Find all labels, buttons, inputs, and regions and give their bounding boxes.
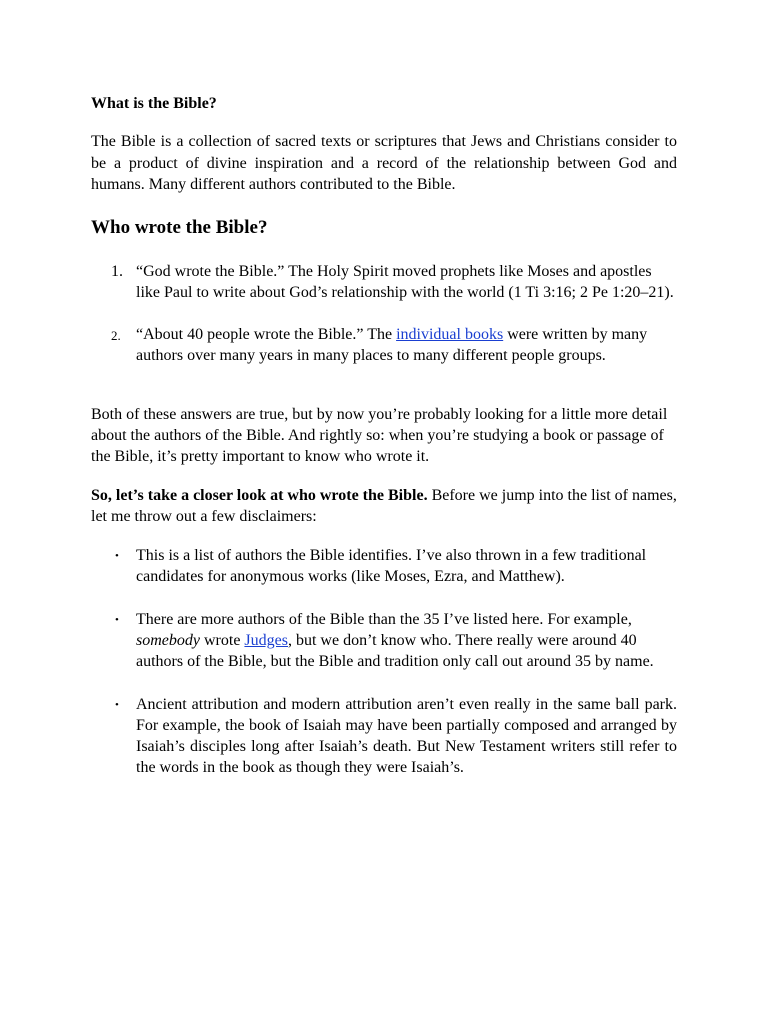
list-number: 1. <box>111 263 123 280</box>
list-item-text: “God wrote the Bible.” The Holy Spirit moved prophets like Moses and apostles like Paul to write about God’s relationship with the world (1 Ti 3:16; 2 Pe 1:20–21). <box>136 263 674 301</box>
intro-paragraph: The Bible is a collection of sacred texts or scriptures that Jews and Christians consider to be a product of divine inspiration and a record of the relationship between God and humans. Many different authors contributed to the Bible. <box>91 133 677 193</box>
text-segment: wrote <box>199 632 245 649</box>
heading-who-wrote: Who wrote the Bible? <box>91 217 268 238</box>
italic-word: somebody <box>136 632 200 649</box>
text-segment: Before we jump into the list of names, let me throw out a few disclaimers: <box>91 487 677 525</box>
bullet-dot-icon: • <box>115 550 119 562</box>
closer-look-paragraph <box>91 485 677 527</box>
bullet-dot-icon: • <box>115 699 119 711</box>
text-segment: were written by many authors over many years in many places to many different people groups. <box>136 326 648 364</box>
bullet-item <box>91 609 677 672</box>
list-item <box>91 324 677 366</box>
list-number: 2. <box>111 328 121 343</box>
text-segment: , but we don’t know who. There really were around 40 authors of the Bible, but the Bible and tradition only call out around 35 by name. <box>136 632 654 670</box>
bold-lead: So, let’s take a closer look at who wrote the Bible. <box>91 487 428 504</box>
bullet-text: Ancient attribution and modern attribution aren’t even really in the same ball park. For example, the book of Isaiah may have been partially composed and arranged by Isaiah’s disciples long after Isaiah’s death. But New Testament writers still refer to the words in the book as though they were Isaiah’s. <box>136 696 677 776</box>
heading-what-is-bible: What is the Bible? <box>91 95 217 112</box>
bullet-text: This is a list of authors the Bible identifies. I’ve also thrown in a few traditional candidates for anonymous works (like Moses, Ezra, and Matthew). <box>136 547 647 585</box>
text-segment: “About 40 people wrote the Bible.” The <box>136 326 397 343</box>
bullet-item <box>91 694 677 778</box>
bullet-item <box>91 545 677 587</box>
bullet-text <box>136 609 677 672</box>
list-item <box>91 261 677 303</box>
answers-paragraph: Both of these answers are true, but by now you’re probably looking for a little more detail about the authors of the Bible. And rightly so: when you’re studying a book or passage of the Bible, it’s pretty important to know who wrote it. <box>91 406 668 465</box>
judges-link[interactable]: Judges <box>244 632 288 649</box>
bullet-dot-icon: • <box>115 614 119 626</box>
text-segment: There are more authors of the Bible than the 35 I’ve listed here. For example, <box>136 611 632 628</box>
individual-books-link[interactable]: individual books <box>396 326 504 343</box>
list-item-text <box>136 324 677 366</box>
